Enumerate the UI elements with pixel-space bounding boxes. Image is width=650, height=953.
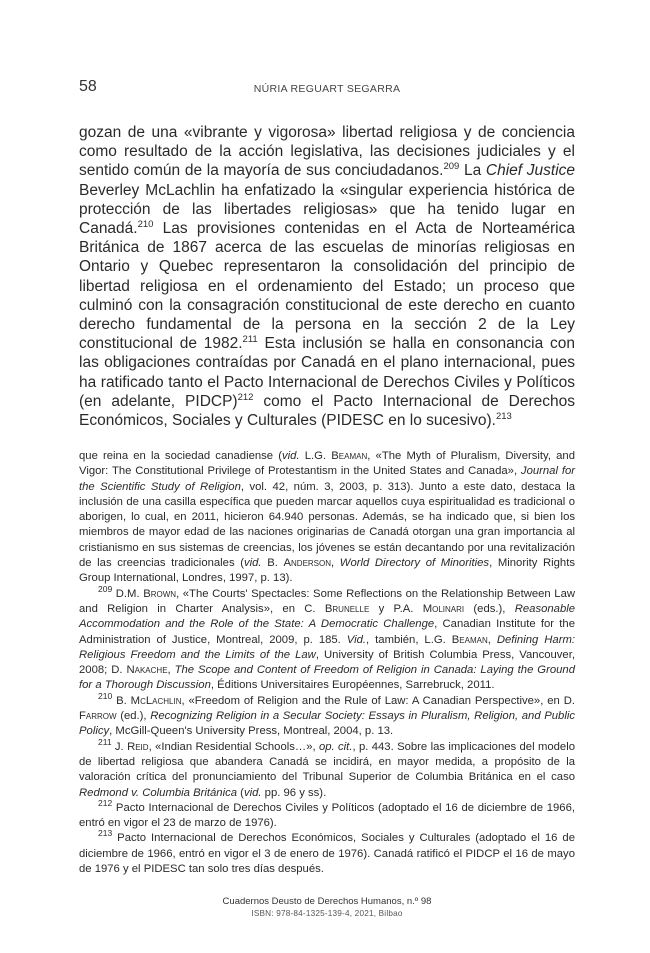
running-title: NÚRIA REGUART SEGARRA — [253, 83, 401, 95]
main-text — [79, 123, 575, 430]
footnote-ref-213[interactable]: 213 — [495, 410, 512, 422]
footnote-209: $^{209}$ D.M. Brown, «The Courts' Spectacles: Some Reflections on the Relationship Between Law and Religion in Charter Analysis», en C. Brunelle y P.A. Molinari (eds.), Reasonable Accommodation and the Role of the State: A Democratic Challenge, Canadian Institute for the Administration of Justice, Montreal, 2009, p. 185. Vid., también, L.G. Beaman, Defining Harm: Religious Freedom and the Limits of the Law, University of British Columbia Press, Vancouver, 2008; D. Nakache, The Scope and Content of Freedom of Religion in Canada: Laying the Ground for a Thorough Discussion, Éditions Universitaires Européennes, Sarrebruck, 2011. — [79, 583, 576, 692]
footnote-number: 212 — [98, 798, 113, 809]
footnote-211: $^{211}$ J. Reid, «Indian Residential Schools…», op. cit., p. 443. Sobre las implicaciones del modelo de libertad religiosa que abandera Canadá se incidirá, en mayor medida, a propósito de la valoración crítica del pronunciamiento del Tribunal Superior de Columbia Británica en el caso Redmond v. Columbia Británica (vid. pp. 96 y ss). — [79, 736, 575, 799]
body-paragraph: gozan de una «vibrante y vigorosa» libertad religiosa y de conciencia como resultado de la acción legislativa, las decisiones judiciales y el sentido común de la mayoría de sus conciudadanos.$^{209}$ La Chief Justice Beverley McLachlin ha enfatizado la «singular experiencia histórica de protección de las libertades religiosas» que ha tenido lugar en Canadá.$^{210}$ Las provisiones contenidas en el Acta de Norteamérica Británica de 1867 acerca de las escuelas de minorías religiosas en Ontario y Quebec representaron la consolidación del principio de libertad religiosa en el ordenamiento del Estado; un proceso que culminó con la consagración constitucional de este derecho en cuanto derecho fundamental de la persona en la sección 2 de la Ley constitucional de 1982.$^{211}$ Esta inclusión se halla en consonancia con las obligaciones contraídas por Canadá en el plano internacional, pues ha ratificado tanto el Pacto Internacional de Derechos Civiles y Políticos (en adelante, PIDCP)$^{212}$ como el Pacto Internacional de Derechos Económicos, Sociales y Culturales (PIDESC en lo sucesivo).$^{213}$ — [79, 124, 576, 430]
footnote-number: 213 — [98, 828, 113, 839]
footnote-212: $^{212}$ Pacto Internacional de Derechos Civiles y Políticos (adoptado el 16 de diciembre de 1966, entró en vigor el 23 de marzo de 1976). — [79, 798, 575, 830]
footnote-ref-211[interactable]: 211 — [242, 334, 258, 346]
footnote-ref-212[interactable]: 212 — [237, 391, 254, 403]
isbn-line: ISBN: 978-84-1325-139-4, 2021, Bilbao — [251, 909, 403, 918]
footnote-number: 210 — [98, 690, 113, 701]
footnote-ref-209[interactable]: 209 — [443, 161, 460, 173]
footnote-ref-210[interactable]: 210 — [137, 218, 154, 230]
footnotes — [79, 449, 575, 877]
footnote-number: 209 — [98, 583, 113, 594]
footnote-213: $^{213}$ Pacto Internacional de Derechos Económicos, Sociales y Culturales (adoptado el 16 de diciembre de 1966, entró en vigor el 3 de enero de 1976). Canadá ratificó el PIDCP el 16 de mayo de 1976 y el PIDESC tan solo tres días después. — [79, 828, 575, 876]
footnote-continuation: que reina en la sociedad canadiense (vid. L.G. Beaman, «The Myth of Pluralism, Diversity, and Vigor: The Constitutional Privilege of Protestantism in the United States and Canada», Journal for the Scientific Study of Religion, vol. 42, núm. 3, 2003, p. 313). Junto a este dato, destaca la inclusión de una casilla específica que pueden marcar aquellos cuya espiritualidad es tradicional o aborigen, lo cual, en 2011, hicieron 64.940 personas. Además, se ha indicado que, si bien los miembros de mayor edad de las naciones originarias de Canadá otorgan una gran importancia al cristianismo en sus sistemas de creencias, los jóvenes se están decantando por una revitalización de las creencias tradicionales (vid. B. Anderson, World Directory of Minorities, Minority Rights Group International, Londres, 1997, p. 13). — [79, 450, 576, 585]
journal-title: Cuadernos Deusto de Derechos Humanos, n.º 98 — [222, 896, 432, 907]
page-number: 58 — [79, 78, 97, 95]
footnote-210: $^{210}$ B. McLachlin, «Freedom of Religion and the Rule of Law: A Canadian Perspective», en D. Farrow (ed.), Recognizing Religion in a Secular Society: Essays in Pluralism, Religion, and Public Policy, McGill-Queen's University Press, Montreal, 2004, p. 13. — [79, 690, 575, 738]
page-footer — [79, 896, 575, 918]
page-header — [79, 80, 575, 100]
footnote-number: 211 — [98, 736, 112, 747]
